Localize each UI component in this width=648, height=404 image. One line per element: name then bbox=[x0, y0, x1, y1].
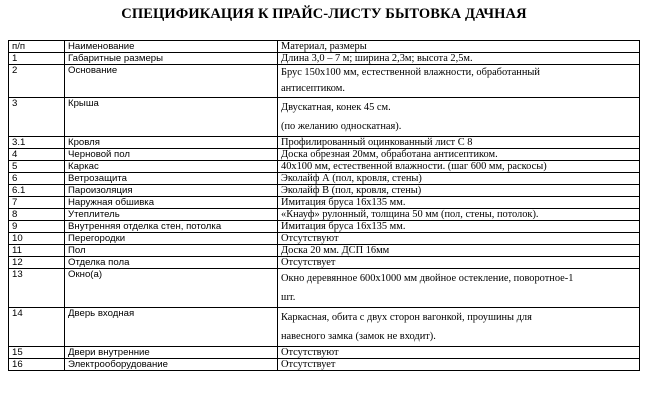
row-material-line1: Брус 150х100 мм, естественной влажности, обработанный bbox=[281, 67, 540, 78]
table-row bbox=[9, 269, 640, 308]
table-row bbox=[9, 137, 640, 149]
table-row bbox=[9, 65, 640, 98]
row-material: Доска 20 мм. ДСП 16мм bbox=[278, 245, 640, 257]
page-title: СПЕЦИФИКАЦИЯ К ПРАЙС-ЛИСТУ БЫТОВКА ДАЧНАЯ bbox=[121, 6, 527, 22]
row-name: Внутренняя отделка стен, потолка bbox=[65, 221, 278, 233]
row-material: Отсутствуют bbox=[278, 233, 640, 245]
row-material: Отсутствует bbox=[278, 257, 640, 269]
row-material: Профилированный оцинкованный лист С 8 bbox=[278, 137, 640, 149]
row-material: Эколайф А (пол, кровля, стены) bbox=[278, 173, 640, 185]
row-num: 10 bbox=[9, 233, 65, 245]
table-row bbox=[9, 245, 640, 257]
row-num: 5 bbox=[9, 161, 65, 173]
row-material: 40х100 мм, естественной влажности. (шаг 600 мм, раскосы) bbox=[278, 161, 640, 173]
row-num: 15 bbox=[9, 347, 65, 359]
table-row bbox=[9, 209, 640, 221]
table-row bbox=[9, 161, 640, 173]
row-name: Дверь входная bbox=[65, 308, 278, 347]
header-material: Материал, размеры bbox=[278, 41, 640, 53]
row-num: 6 bbox=[9, 173, 65, 185]
table-row bbox=[9, 173, 640, 185]
row-material-line1: Каркасная, обита с двух сторон вагонкой, проушины для bbox=[281, 312, 532, 323]
row-material bbox=[278, 308, 640, 347]
row-name: Габаритные размеры bbox=[65, 53, 278, 65]
row-material: Длина 3,0 – 7 м; ширина 2,3м; высота 2,5м. bbox=[278, 53, 640, 65]
row-material-line1: Окно деревянное 600х1000 мм двойное остекление, поворотное-1 bbox=[281, 273, 574, 284]
row-name: Утеплитель bbox=[65, 209, 278, 221]
row-name: Каркас bbox=[65, 161, 278, 173]
row-num: 16 bbox=[9, 359, 65, 371]
row-num: 8 bbox=[9, 209, 65, 221]
row-name: Двери внутренние bbox=[65, 347, 278, 359]
row-name: Пол bbox=[65, 245, 278, 257]
row-material-line2: (по желанию односкатная). bbox=[281, 121, 402, 132]
table-row bbox=[9, 197, 640, 209]
row-name: Пароизоляция bbox=[65, 185, 278, 197]
row-material: Имитация бруса 16х135 мм. bbox=[278, 197, 640, 209]
row-material: Эколайф В (пол, кровля, стены) bbox=[278, 185, 640, 197]
row-name: Наружная обшивка bbox=[65, 197, 278, 209]
row-name: Ветрозащита bbox=[65, 173, 278, 185]
row-num: 14 bbox=[9, 308, 65, 347]
row-num: 9 bbox=[9, 221, 65, 233]
table-row bbox=[9, 53, 640, 65]
table-row bbox=[9, 185, 640, 197]
row-material: «Кнауф» рулонный, толщина 50 мм (пол, стены, потолок). bbox=[278, 209, 640, 221]
table-row bbox=[9, 221, 640, 233]
table-row bbox=[9, 98, 640, 137]
table-row bbox=[9, 149, 640, 161]
row-material: Имитация бруса 16х135 мм. bbox=[278, 221, 640, 233]
row-name: Черновой пол bbox=[65, 149, 278, 161]
row-name: Основание bbox=[65, 65, 278, 98]
row-material: Отсутствует bbox=[278, 359, 640, 371]
row-num: 7 bbox=[9, 197, 65, 209]
row-name: Отделка пола bbox=[65, 257, 278, 269]
row-num: 2 bbox=[9, 65, 65, 98]
row-num: 1 bbox=[9, 53, 65, 65]
table-row bbox=[9, 347, 640, 359]
header-num: п/п bbox=[9, 41, 65, 53]
table-row bbox=[9, 308, 640, 347]
row-num: 11 bbox=[9, 245, 65, 257]
row-material: Доска обрезная 20мм, обработана антисептиком. bbox=[278, 149, 640, 161]
table-row bbox=[9, 233, 640, 245]
row-name: Кровля bbox=[65, 137, 278, 149]
table-row bbox=[9, 257, 640, 269]
row-material bbox=[278, 98, 640, 137]
row-num: 12 bbox=[9, 257, 65, 269]
row-num: 6.1 bbox=[9, 185, 65, 197]
row-num: 3 bbox=[9, 98, 65, 137]
specification-table bbox=[8, 40, 640, 371]
row-name: Перегородки bbox=[65, 233, 278, 245]
table-header-row bbox=[9, 41, 640, 53]
row-material: Отсутствуют bbox=[278, 347, 640, 359]
row-name: Окно(а) bbox=[65, 269, 278, 308]
row-material bbox=[278, 269, 640, 308]
row-material-line2: антисептиком. bbox=[281, 83, 345, 94]
row-name: Электрооборудование bbox=[65, 359, 278, 371]
row-name: Крыша bbox=[65, 98, 278, 137]
row-material-line2: шт. bbox=[281, 292, 296, 303]
row-num: 3.1 bbox=[9, 137, 65, 149]
row-num: 13 bbox=[9, 269, 65, 308]
row-material bbox=[278, 65, 640, 98]
row-material-line1: Двускатная, конек 45 см. bbox=[281, 102, 391, 113]
header-name: Наименование bbox=[65, 41, 278, 53]
row-material-line2: навесного замка (замок не входит). bbox=[281, 331, 436, 342]
row-num: 4 bbox=[9, 149, 65, 161]
table-row bbox=[9, 359, 640, 371]
